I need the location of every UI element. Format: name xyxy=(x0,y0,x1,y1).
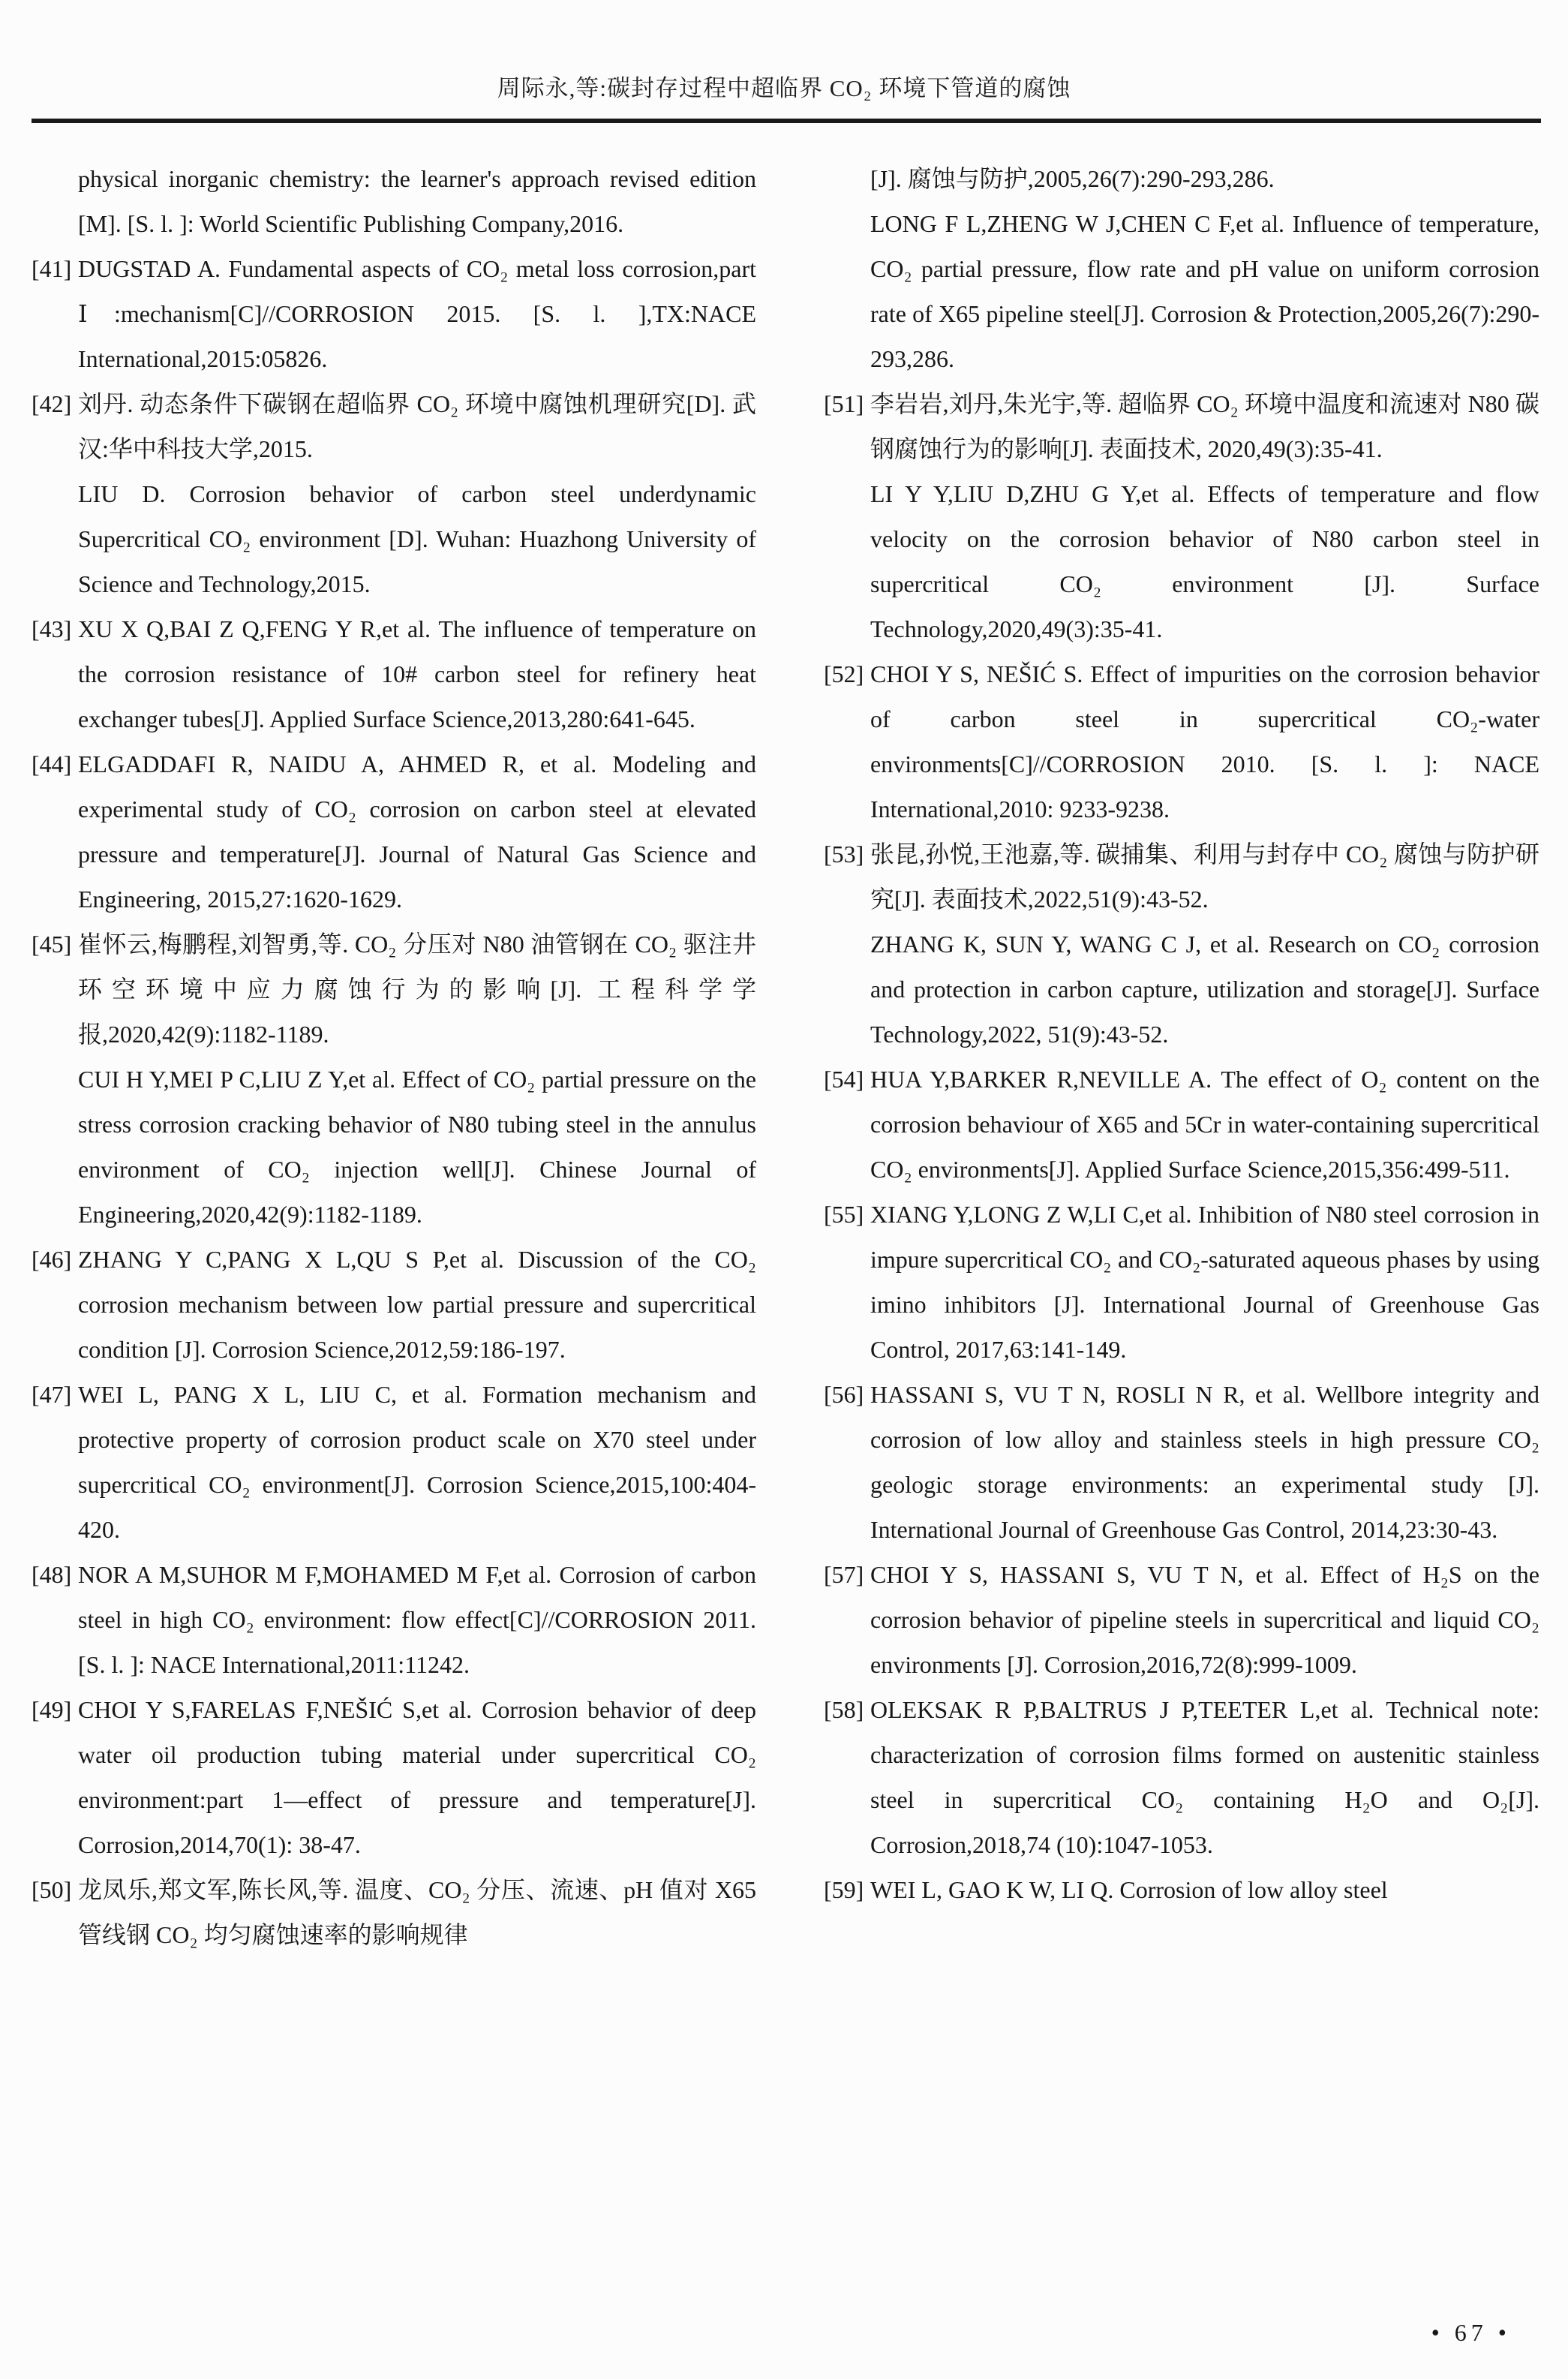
reference-text: CHOI Y S,FARELAS F,NEŠIĆ S,et al. Corrosion behavior of deep water oil production tubing material under supercritical CO₂ environment:part 1—effect of pressure and temperature[J]. Corrosion,2014,70(1): 38-47. xyxy=(78,1696,756,1858)
reference-number: [43] xyxy=(32,615,72,642)
reference-text: physical inorganic chemistry: the learner's approach revised edition [M]. [S. l. ]: World Scientific Publishing Company,2016. xyxy=(78,165,756,237)
reference-item xyxy=(824,1057,1539,1192)
reference-text-translation: LONG F L,ZHENG W J,CHEN C F,et al. Influence of temperature, CO₂ partial pressure, flow rate and pH value on uniform corrosion rate of X65 pipeline steel[J]. Corrosion & Protection,2005,26(7):290-293,286. xyxy=(870,210,1539,372)
reference-number: [55] xyxy=(824,1201,864,1228)
page-number: • 67 • xyxy=(1431,2319,1511,2346)
reference-number: [47] xyxy=(32,1381,72,1408)
reference-text: XIANG Y,LONG Z W,LI C,et al. Inhibition of N80 steel corrosion in impure supercritical CO₂ and CO₂-saturated aqueous phases by using imino inhibitors [J]. International Journal of Greenhouse Gas Control, 2017,63:141-149. xyxy=(870,1201,1539,1363)
reference-text: [J]. 腐蚀与防护,2005,26(7):290-293,286. xyxy=(870,165,1275,192)
reference-item xyxy=(824,1867,1539,1912)
reference-number: [57] xyxy=(824,1561,864,1588)
reference-text: HUA Y,BARKER R,NEVILLE A. The effect of O₂ content on the corrosion behaviour of X65 and 5Cr in water-containing supercritical CO₂ environments[J]. Applied Surface Science,2015,356:499-511. xyxy=(870,1066,1539,1183)
reference-number: [49] xyxy=(32,1696,72,1723)
reference-item xyxy=(32,1687,756,1867)
reference-text: WEI L, PANG X L, LIU C, et al. Formation mechanism and protective property of corrosion product scale on X70 steel under supercritical CO₂ environment[J]. Corrosion Science,2015,100:404-420. xyxy=(78,1381,756,1543)
reference-item xyxy=(824,1372,1539,1552)
reference-text-translation: CUI H Y,MEI P C,LIU Z Y,et al. Effect of CO₂ partial pressure on the stress corrosion cracking behavior of N80 tubing steel in the annulus environment of CO₂ injection well[J]. Chinese Journal of Engineering,2020,42(9):1182-1189. xyxy=(78,1066,756,1228)
reference-item xyxy=(32,1237,756,1372)
reference-number: [48] xyxy=(32,1561,72,1588)
reference-text: DUGSTAD A. Fundamental aspects of CO₂ metal loss corrosion,part Ⅰ:mechanism[C]//CORROSION 2015. [S. l. ],TX:NACE International,2015:05826. xyxy=(78,255,756,372)
reference-item xyxy=(32,156,756,246)
reference-item xyxy=(824,1552,1539,1687)
reference-number: [46] xyxy=(32,1246,72,1273)
reference-text: HASSANI S, VU T N, ROSLI N R, et al. Wellbore integrity and corrosion of low alloy and stainless steels in high pressure CO₂ geologic storage environments: an experimental study [J]. International Journal of Greenhouse Gas Control, 2014,23:30-43. xyxy=(870,1381,1539,1543)
reference-item xyxy=(824,1687,1539,1867)
reference-item xyxy=(32,246,756,381)
reference-number: [44] xyxy=(32,750,72,777)
reference-text-translation: LIU D. Corrosion behavior of carbon steel underdynamic Supercritical CO₂ environment [D]. Wuhan: Huazhong University of Science and Technology,2015. xyxy=(78,480,756,597)
reference-number: [51] xyxy=(824,390,864,417)
reference-text: 张昆,孙悦,王池嘉,等. 碳捕集、利用与封存中 CO₂ 腐蚀与防护研究[J]. 表面技术,2022,51(9):43-52. xyxy=(870,841,1539,913)
reference-item xyxy=(824,1192,1539,1372)
reference-item xyxy=(32,381,756,606)
reference-text: 刘丹. 动态条件下碳钢在超临界 CO₂ 环境中腐蚀机理研究[D]. 武汉:华中科技大学,2015. xyxy=(78,390,756,462)
reference-text: 龙凤乐,郑文军,陈长风,等. 温度、CO₂ 分压、流速、pH 值对 X65 管线钢 CO₂ 均匀腐蚀速率的影响规律 xyxy=(78,1876,756,1948)
reference-item xyxy=(824,651,1539,832)
reference-item xyxy=(32,741,756,922)
references-column-left xyxy=(32,156,756,1957)
reference-item xyxy=(32,1867,756,1957)
reference-item xyxy=(824,156,1539,381)
reference-text-translation: ZHANG K, SUN Y, WANG C J, et al. Research on CO₂ corrosion and protection in carbon capture, utilization and storage[J]. Surface Technology,2022, 51(9):43-52. xyxy=(870,931,1539,1048)
reference-number: [41] xyxy=(32,255,72,282)
reference-number: [54] xyxy=(824,1066,864,1093)
reference-number: [56] xyxy=(824,1381,864,1408)
reference-text: NOR A M,SUHOR M F,MOHAMED M F,et al. Corrosion of carbon steel in high CO₂ environment: flow effect[C]//CORROSION 2011. [S. l. ]: NACE International,2011:11242. xyxy=(78,1561,756,1678)
reference-item xyxy=(824,381,1539,651)
running-head-title: 周际永,等:碳封存过程中超临界 CO₂ 环境下管道的腐蚀 xyxy=(497,75,1071,101)
reference-number: [50] xyxy=(32,1876,72,1903)
reference-text: XU X Q,BAI Z Q,FENG Y R,et al. The influence of temperature on the corrosion resistance of 10# carbon steel for refinery heat exchanger tubes[J]. Applied Surface Science,2013,280:641-645. xyxy=(78,615,756,732)
reference-text: CHOI Y S, HASSANI S, VU T N, et al. Effect of H₂S on the corrosion behavior of pipeline steels in supercritical and liquid CO₂ environments [J]. Corrosion,2016,72(8):999-1009. xyxy=(870,1561,1539,1678)
reference-item xyxy=(824,832,1539,1057)
reference-text: OLEKSAK R P,BALTRUS J P,TEETER L,et al. Technical note: characterization of corrosion films formed on austenitic stainless steel in supercritical CO₂ containing H₂O and O₂[J]. Corrosion,2018,74 (10):1047-1053. xyxy=(870,1696,1539,1858)
reference-text: ZHANG Y C,PANG X L,QU S P,et al. Discussion of the CO₂ corrosion mechanism between low partial pressure and supercritical condition [J]. Corrosion Science,2012,59:186-197. xyxy=(78,1246,756,1363)
reference-item xyxy=(32,922,756,1237)
header-rule xyxy=(32,119,1541,123)
reference-number: [52] xyxy=(824,660,864,687)
reference-text: 崔怀云,梅鹏程,刘智勇,等. CO₂ 分压对 N80 油管钢在 CO₂ 驱注井环空环境中应力腐蚀行为的影响[J]. 工程科学学报,2020,42(9):1182-1189. xyxy=(78,931,756,1048)
reference-number: [58] xyxy=(824,1696,864,1723)
references-column-right xyxy=(824,156,1539,1912)
reference-text: ELGADDAFI R, NAIDU A, AHMED R, et al. Modeling and experimental study of CO₂ corrosion on carbon steel at elevated pressure and temperature[J]. Journal of Natural Gas Science and Engineering, 2015,27:1620-1629. xyxy=(78,750,756,913)
reference-text: 李岩岩,刘丹,朱光宇,等. 超临界 CO₂ 环境中温度和流速对 N80 碳钢腐蚀行为的影响[J]. 表面技术, 2020,49(3):35-41. xyxy=(870,390,1539,462)
reference-number: [53] xyxy=(824,841,864,868)
reference-item xyxy=(32,1372,756,1552)
reference-number: [59] xyxy=(824,1876,864,1903)
reference-number: [42] xyxy=(32,390,72,417)
reference-text: WEI L, GAO K W, LI Q. Corrosion of low alloy steel xyxy=(870,1876,1388,1903)
reference-number: [45] xyxy=(32,931,72,958)
reference-text: CHOI Y S, NEŠIĆ S. Effect of impurities on the corrosion behavior of carbon steel in supercritical CO₂-water environments[C]//CORROSION 2010. [S. l. ]: NACE International,2010: 9233-9238. xyxy=(870,660,1539,823)
reference-item xyxy=(32,606,756,741)
reference-text-translation: LI Y Y,LIU D,ZHU G Y,et al. Effects of temperature and flow velocity on the corrosion behavior of N80 carbon steel in supercritical CO₂ environment [J]. Surface Technology,2020,49(3):35-41. xyxy=(870,480,1539,642)
reference-item xyxy=(32,1552,756,1687)
